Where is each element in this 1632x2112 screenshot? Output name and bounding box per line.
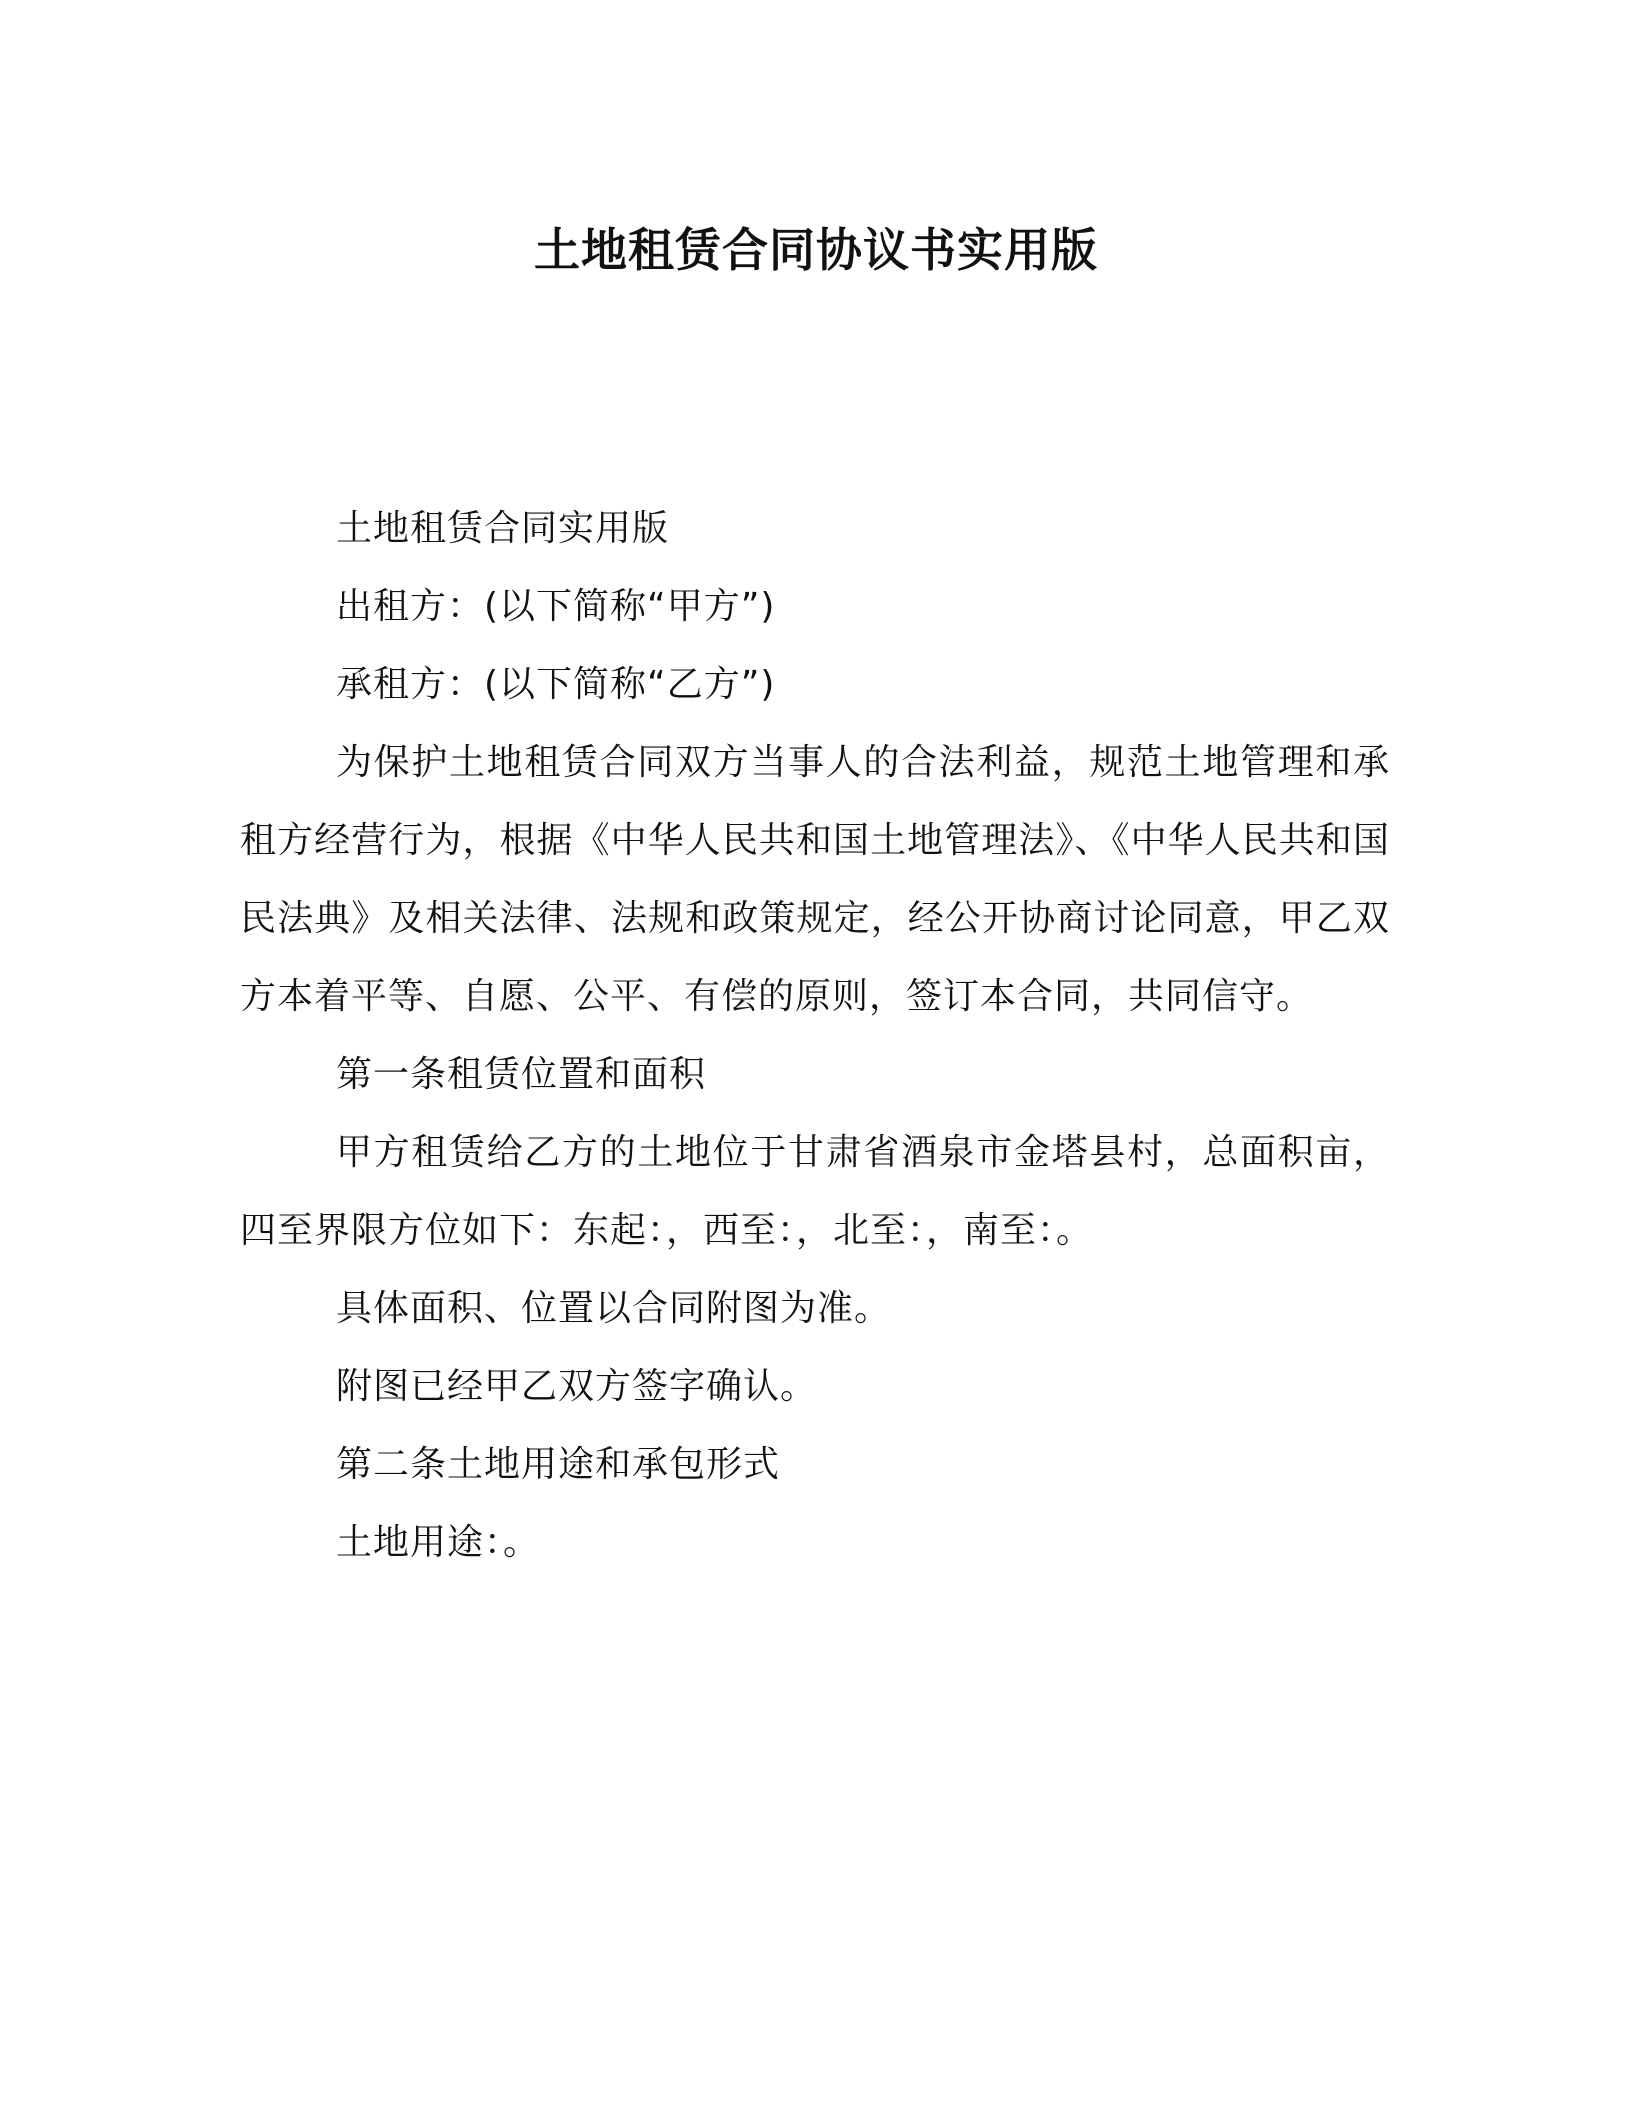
paragraph-attachment-signed: 附图已经甲乙双方签字确认。 bbox=[336, 1366, 818, 1407]
paragraph-lessor: 出租方：(以下简称“甲方”) bbox=[336, 586, 776, 627]
paragraph-attachment-basis: 具体面积、位置以合同附图为准。 bbox=[336, 1288, 892, 1329]
article-2-heading: 第二条土地用途和承包形式 bbox=[336, 1444, 781, 1485]
paragraph-lessee: 承租方：(以下简称“乙方”) bbox=[336, 664, 776, 705]
paragraph-subtitle: 土地租赁合同实用版 bbox=[336, 508, 670, 549]
paragraph-location-area: 甲方租赁给乙方的土地位于甘肃省酒泉市金塔县村，总面积亩，四至界限方位如下：东起：，西至：，北至：，南至：。 bbox=[240, 1132, 1390, 1251]
document-title: 土地租赁合同协议书实用版 bbox=[534, 223, 1098, 277]
article-1-heading: 第一条租赁位置和面积 bbox=[336, 1054, 707, 1095]
paragraph-preamble: 为保护土地租赁合同双方当事人的合法利益，规范土地管理和承租方经营行为，根据《中华人民共和国土地管理法》、《中华人民共和国民法典》及相关法律、法规和政策规定，经公开协商讨论同意，甲乙双方本着平等、自愿、公平、有偿的原则，签订本合同，共同信守。 bbox=[240, 742, 1390, 1017]
paragraph-land-use: 土地用途：。 bbox=[336, 1522, 541, 1563]
document-body bbox=[240, 490, 1390, 1582]
